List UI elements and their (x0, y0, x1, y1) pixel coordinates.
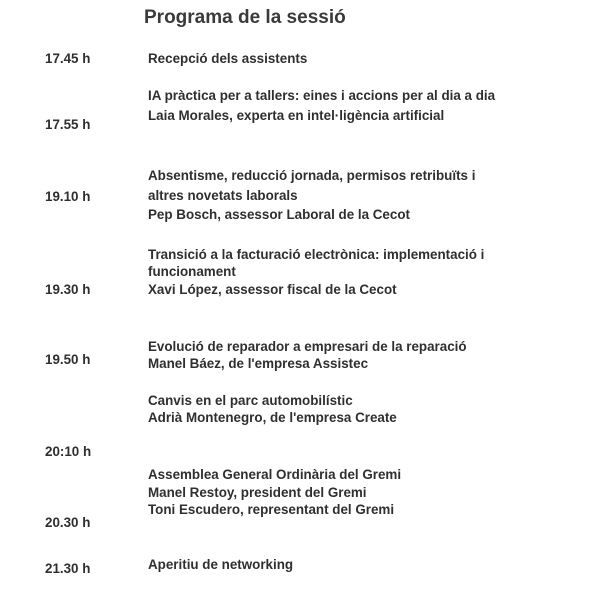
session-absentisme-speaker: Pep Bosch, assessor Laboral de la Cecot (148, 207, 410, 222)
time-8: 21.30 h (45, 561, 91, 576)
session-canvis-title: Canvis en el parc automobilístic (148, 393, 353, 408)
session-aperitiu: Aperitiu de networking (148, 557, 294, 572)
session-reception: Recepció dels assistents (148, 51, 308, 66)
time-1: 17.45 h (45, 51, 91, 66)
session-facturacio-speaker: Xavi López, assessor fiscal de la Cecot (148, 282, 397, 297)
session-evolucio-speaker: Manel Báez, de l'empresa Assistec (148, 356, 369, 371)
session-evolucio-title: Evolució de reparador a empresari de la reparació (148, 339, 467, 354)
session-absentisme-title-1: Absentisme, reducció jornada, permisos retribuïts i (148, 168, 476, 183)
session-ia-title: IA pràctica per a tallers: eines i accions per al dia a dia (148, 88, 496, 103)
session-assemblea-title: Assemblea General Ordinària del Gremi (148, 467, 402, 482)
session-assemblea-speaker-1: Manel Restoy, president del Gremi (148, 485, 367, 500)
session-assemblea-speaker-2: Toni Escudero, representant del Gremi (148, 502, 395, 517)
time-2: 17.55 h (45, 117, 91, 132)
page-title: Programa de la sessió (144, 7, 346, 28)
time-4: 19.30 h (45, 282, 91, 297)
session-facturacio-title-1: Transició a la facturació electrònica: implementació i (148, 247, 485, 262)
time-7: 20.30 h (45, 515, 91, 530)
time-5: 19.50 h (45, 352, 91, 367)
session-ia-speaker: Laia Morales, experta en intel·ligència artificial (148, 108, 445, 123)
session-facturacio-title-2: funcionament (148, 264, 236, 279)
session-canvis-speaker: Adrià Montenegro, de l'empresa Create (148, 410, 397, 425)
session-absentisme-title-2: altres novetats laborals (148, 188, 298, 203)
time-6: 20:10 h (45, 444, 92, 459)
time-3: 19.10 h (45, 189, 91, 204)
